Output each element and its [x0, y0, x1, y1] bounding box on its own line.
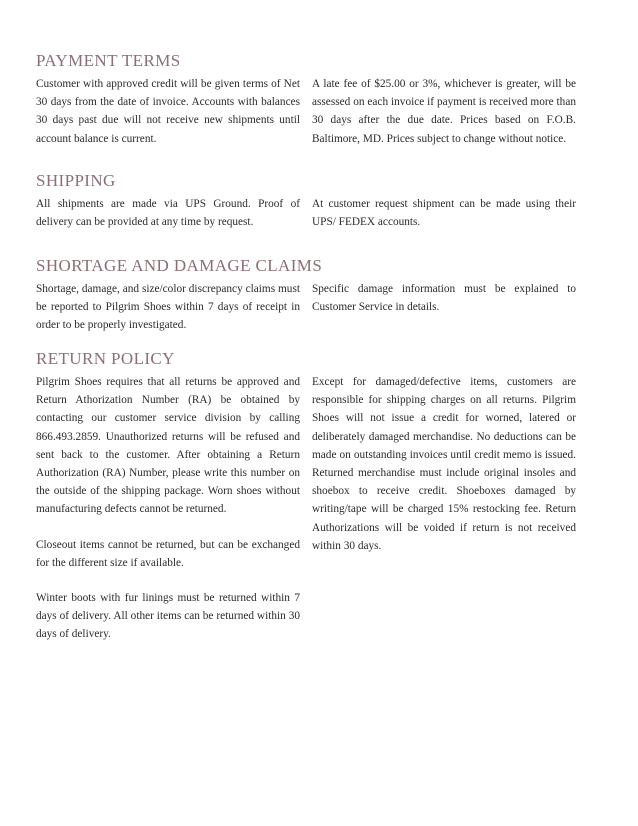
- right-column: [312, 373, 576, 644]
- paragraph: Except for damaged/defective items, customers are responsible for shipping charges on all returns. Pilgrim Shoes will not issue a credit for worned, latered or deliberately damaged merchandise. No deductions can be made on outstanding invoices until credit memo is issued. Returned merchandise must include original insoles and shoebox to receive credit. Shoeboxes damaged by writing/tape will be charged 15% restocking fee. Return Authorizations will be voided if return is not received within 30 days.: [312, 376, 576, 552]
- section-shortage-damage-claims: [36, 256, 576, 335]
- section-heading: RETURN POLICY: [36, 349, 175, 368]
- section-heading: SHORTAGE AND DAMAGE CLAIMS: [36, 256, 323, 275]
- paragraph: At customer request shipment can be made using their UPS/ FEDEX accounts.: [312, 198, 576, 229]
- paragraph: All shipments are made via UPS Ground. Proof of delivery can be provided at any time by request.: [36, 198, 300, 229]
- left-column: [36, 75, 300, 148]
- section-return-policy: [36, 349, 576, 644]
- section-shipping: [36, 171, 576, 231]
- section-heading: PAYMENT TERMS: [36, 51, 181, 70]
- paragraph: Customer with approved credit will be given terms of Net 30 days from the date of invoice. Accounts with balances 30 days past due will not receive new shipments until account balance is current.: [36, 78, 300, 145]
- left-column: [36, 280, 300, 335]
- left-column: [36, 195, 300, 231]
- paragraph: A late fee of $25.00 or 3%, whichever is greater, will be assessed on each invoice if payment is received more than 30 days after the due date. Prices based on F.O.B. Baltimore, MD. Prices subject to change without notice.: [312, 78, 576, 145]
- paragraph: Shortage, damage, and size/color discrepancy claims must be reported to Pilgrim Shoes within 7 days of receipt in order to be properly investigated.: [36, 283, 300, 332]
- paragraph: Closeout items cannot be returned, but can be exchanged for the different size if available.: [36, 538, 300, 569]
- left-column: [36, 373, 300, 644]
- right-column: [312, 280, 576, 335]
- section-payment-terms: [36, 51, 576, 148]
- paragraph: Pilgrim Shoes requires that all returns be approved and Return Athorization Number (RA) be obtained by contacting our customer service division by calling 866.493.2859. Unauthorized returns will be refused and sent back to the customer. After obtaining a Return Authorization (RA) Number, please write this number on the outside of the shipping package. Worn shoes without manufacturing defects cannot be returned.: [36, 376, 300, 516]
- right-column: [312, 75, 576, 148]
- right-column: [312, 195, 576, 231]
- paragraph: Specific damage information must be explained to Customer Service in details.: [312, 283, 576, 314]
- paragraph: Winter boots with fur linings must be returned within 7 days of delivery. All other items can be returned within 30 days of delivery.: [36, 592, 300, 641]
- section-heading: SHIPPING: [36, 171, 116, 190]
